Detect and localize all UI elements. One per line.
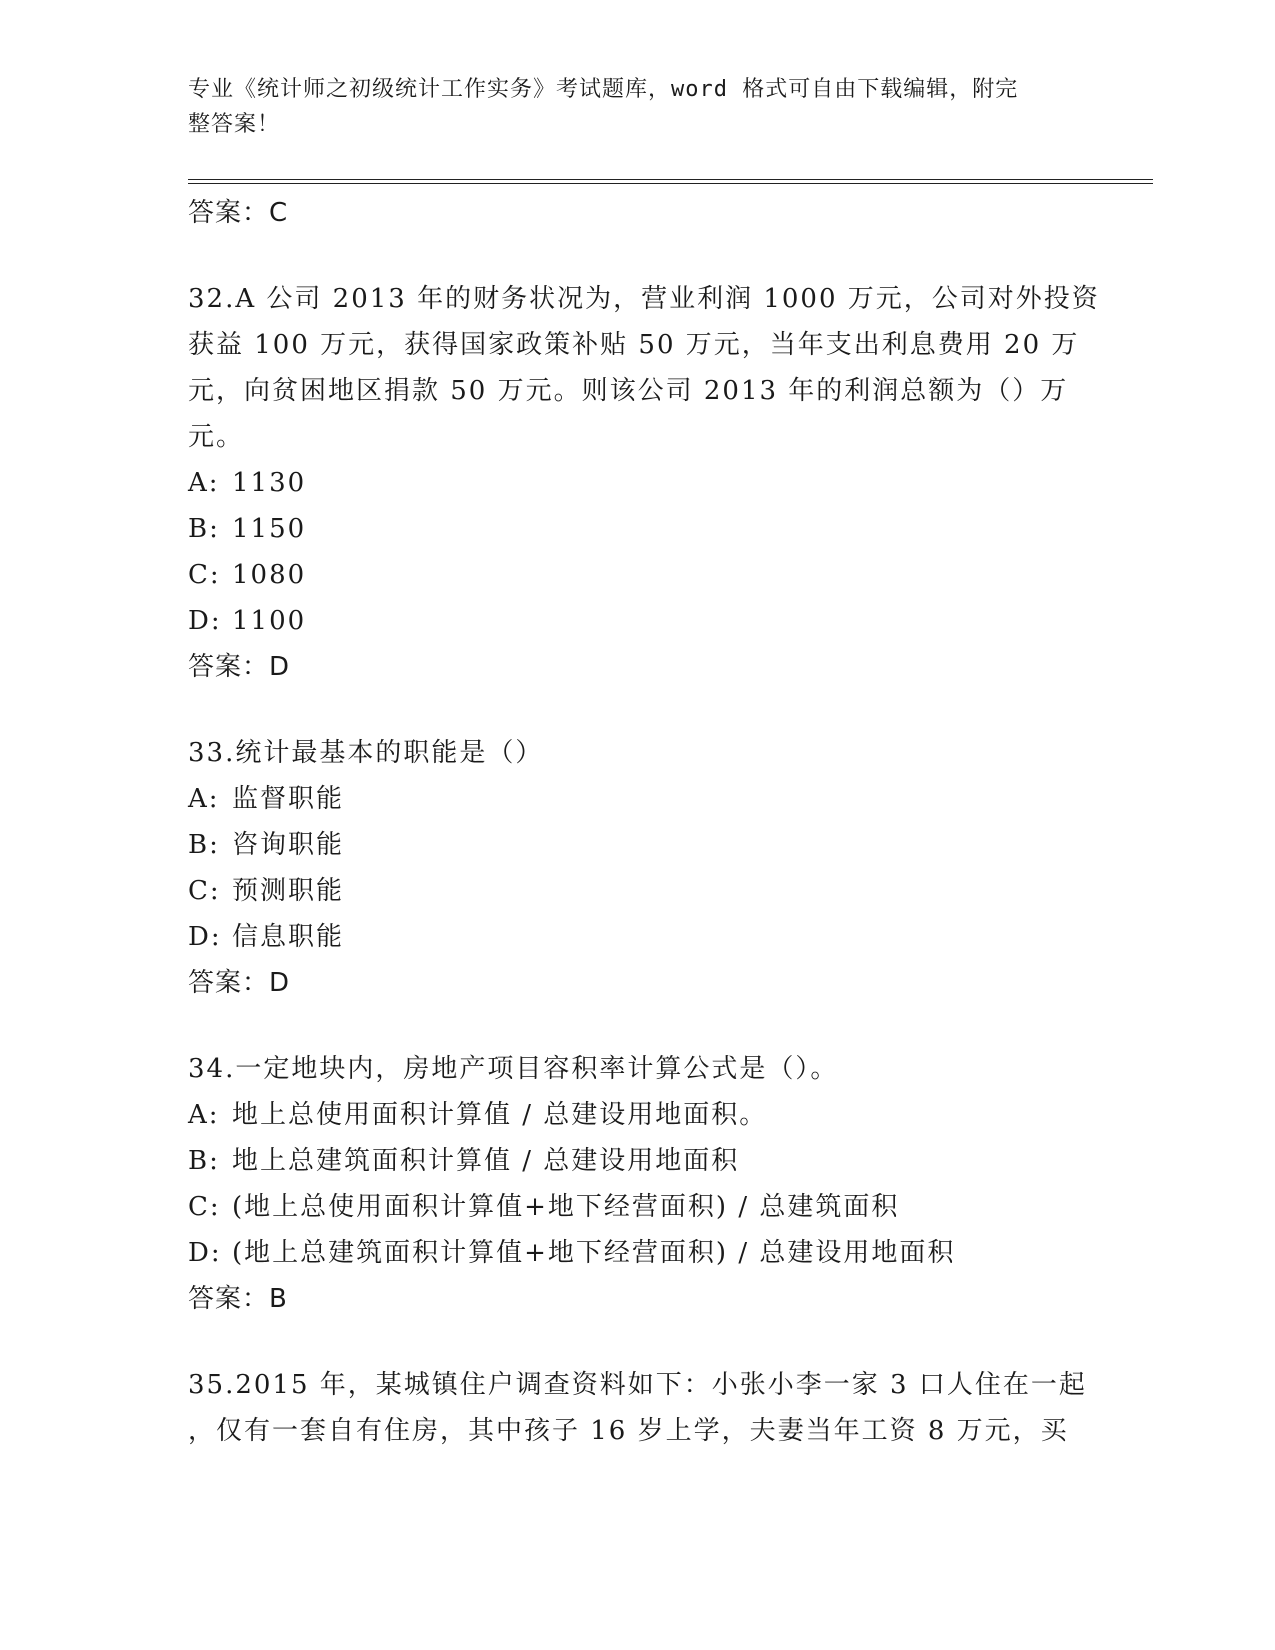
option-text: 1150: [232, 514, 307, 544]
option-text: 咨询职能: [232, 830, 345, 860]
option-text: 1080: [232, 560, 307, 590]
header-rule-bottom: [188, 183, 1153, 184]
option-b: [188, 822, 1088, 868]
option-key: B:: [188, 514, 220, 544]
header-line-1: 专业《统计师之初级统计工作实务》考试题库，word 格式可自由下载编辑，附完: [188, 77, 1019, 102]
document-header: [188, 72, 1078, 142]
option-key: C:: [188, 876, 221, 906]
question-stem-line: 元。: [188, 422, 245, 452]
option-text: 信息职能: [232, 922, 345, 952]
option-text: (地上总使用面积计算值+地下经营面积) / 总建筑面积: [232, 1192, 900, 1222]
option-key: D:: [188, 922, 222, 952]
option-b: [188, 1138, 1088, 1184]
question-block: [188, 730, 1088, 1006]
option-c: [188, 1184, 1088, 1230]
option-key: A:: [188, 468, 220, 498]
option-key: C:: [188, 560, 221, 590]
option-d: [188, 914, 1088, 960]
answer-line: 答案：D: [188, 652, 291, 682]
header-rule-top: [188, 179, 1153, 180]
option-a: [188, 1092, 1088, 1138]
option-a: [188, 460, 1088, 506]
option-key: A:: [188, 1100, 220, 1130]
option-c: [188, 868, 1088, 914]
option-text: 1100: [232, 606, 307, 636]
header-line-2: 整答案！: [188, 112, 281, 137]
question-stem-line: 32.A 公司 2013 年的财务状况为，营业利润 1000 万元，公司对外投资: [188, 284, 1100, 314]
option-key: B:: [188, 1146, 220, 1176]
option-d: [188, 1230, 1088, 1276]
question-block: [188, 276, 1100, 690]
option-text: 预测职能: [232, 876, 345, 906]
option-key: C:: [188, 1192, 221, 1222]
option-c: [188, 552, 1088, 598]
option-key: D:: [188, 606, 222, 636]
option-key: B:: [188, 830, 220, 860]
question-stem-line: 34.一定地块内，房地产项目容积率计算公式是（）。: [188, 1054, 839, 1084]
option-a: [188, 776, 1088, 822]
option-key: D:: [188, 1238, 222, 1268]
question-stem-line: 33.统计最基本的职能是（）: [188, 738, 544, 768]
option-text: 地上总建筑面积计算值 / 总建设用地面积: [232, 1146, 740, 1176]
option-text: 监督职能: [232, 784, 345, 814]
option-text: (地上总建筑面积计算值+地下经营面积) / 总建设用地面积: [232, 1238, 956, 1268]
question-stem-line: 35.2015 年，某城镇住户调查资料如下：小张小李一家 3 口人住在一起: [188, 1370, 1087, 1400]
question-block: [188, 1362, 1088, 1454]
document-body: [188, 190, 1100, 1454]
answer-line: 答案：D: [188, 968, 291, 998]
question-stem-line: ，仅有一套自有住房，其中孩子 16 岁上学，夫妻当年工资 8 万元，买: [188, 1416, 1069, 1446]
option-b: [188, 506, 1088, 552]
question-stem-line: 获益 100 万元，获得国家政策补贴 50 万元，当年支出利息费用 20 万: [188, 330, 1080, 360]
option-d: [188, 598, 1088, 644]
question-stem-line: 元，向贫困地区捐款 50 万元。则该公司 2013 年的利润总额为（）万: [188, 376, 1069, 406]
option-text: 地上总使用面积计算值 / 总建设用地面积。: [232, 1100, 768, 1130]
answer-line: 答案：B: [188, 1284, 288, 1314]
question-block: [188, 1046, 1088, 1322]
answer-line: 答案：C: [188, 198, 289, 228]
option-key: A:: [188, 784, 220, 814]
option-text: 1130: [232, 468, 307, 498]
